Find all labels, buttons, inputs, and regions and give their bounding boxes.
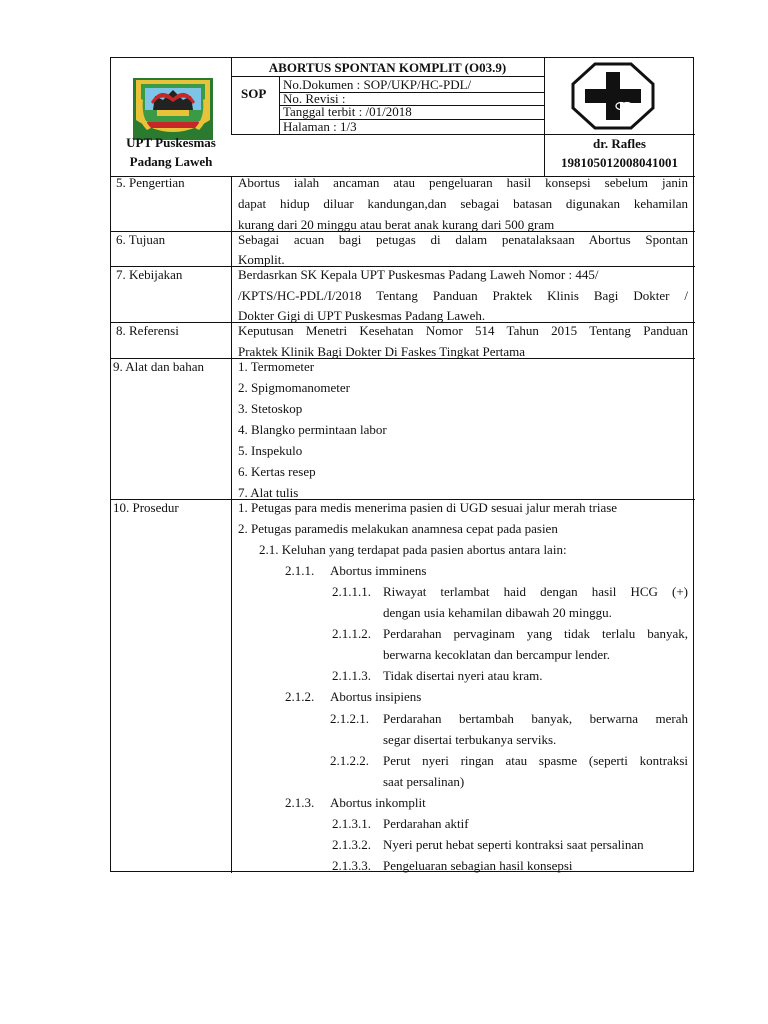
prosedur-item-num: 2.1.2.1. — [330, 711, 369, 726]
prosedur-item-line: saat persalinan) — [383, 774, 465, 789]
prosedur-subsection-title: Abortus inkomplit — [330, 795, 426, 810]
alat-item: 7. Alat tulis — [238, 485, 299, 500]
prosedur-step: 1. Petugas para medis menerima pasien di UGD sesuai jalur merah triase — [238, 500, 618, 515]
prosedur-subsection-title: Abortus insipiens — [330, 689, 422, 704]
alat-item: 5. Inspekulo — [238, 443, 303, 458]
tujuan-line: Sebagai acuan bagi petugas di dalam penatalaksaan Abortus Spontan — [238, 232, 688, 247]
prosedur-item-num: 2.1.1.2. — [332, 626, 371, 641]
tanggal-terbit: Tanggal terbit : /01/2018 — [283, 104, 412, 119]
referensi-label: 8. Referensi — [116, 323, 179, 338]
prosedur-item-line: Perdarahan pervaginam yang tidak terlalu banyak, — [383, 626, 688, 641]
prosedur-item-num: 2.1.3.3. — [332, 858, 371, 873]
kebijakan-label: 7. Kebijakan — [116, 267, 183, 282]
alat-item: 1. Termometer — [238, 359, 315, 374]
prosedur-item-line: Tidak disertai nyeri atau kram. — [383, 668, 543, 683]
alat-item: 2. Spigmomanometer — [238, 380, 350, 395]
no-revisi: No. Revisi : — [283, 91, 346, 106]
prosedur-subsection-num: 2.1.1. — [285, 563, 315, 578]
prosedur-step: 2. Petugas paramedis melakukan anamnesa cepat pada pasien — [238, 521, 558, 536]
prosedur-item-line: segar disertai terbukanya serviks. — [383, 732, 557, 747]
prosedur-item-line: Pengeluaran sebagian hasil konsepsi — [383, 858, 573, 873]
prosedur-item-num: 2.1.3.1. — [332, 816, 371, 831]
pengertian-label: 5. Pengertian — [116, 175, 185, 190]
sop-document — [110, 57, 694, 872]
kebijakan-line: /KPTS/HC-PDL/I/2018 Tentang Panduan Praktek Klinis Bagi Dokter / — [238, 288, 688, 303]
tujuan-label: 6. Tujuan — [116, 232, 166, 247]
kebijakan-line: Berdasrkan SK Kepala UPT Puskesmas Padang Laweh Nomor : 445/ — [238, 267, 599, 282]
prosedur-subsection-num: 2.1.2. — [285, 689, 315, 704]
prosedur-item-line: Perut nyeri ringan atau spasme (seperti kontraksi — [383, 753, 688, 768]
halaman: Halaman : 1/3 — [283, 119, 357, 134]
prosedur-substep: 2.1. Keluhan yang terdapat pada pasien abortus antara lain: — [259, 542, 567, 557]
prosedur-item-num: 2.1.1.1. — [332, 584, 371, 599]
signer-name: dr. Rafles — [593, 136, 646, 151]
prosedur-label: 10. Prosedur — [113, 500, 179, 515]
pengertian-line: dapat hidup diluar kandungan,dan sebagai batasan digunakan kehamilan — [238, 196, 688, 211]
referensi-line: Praktek Klinik Bagi Dokter Di Faskes Tingkat Pertama — [238, 344, 526, 359]
prosedur-item-num: 2.1.1.3. — [332, 668, 371, 683]
col-divider-left-body — [231, 176, 232, 873]
prosedur-item-num: 2.1.2.2. — [330, 753, 369, 768]
referensi-line: Keputusan Menetri Kesehatan Nomor 514 Tahun 2015 Tentang Panduan — [238, 323, 688, 338]
prosedur-item-num: 2.1.3.2. — [332, 837, 371, 852]
prosedur-item-line: Riwayat terlambat haid dengan hasil HCG (+) — [383, 584, 688, 599]
prosedur-item-line: dengan usia kehamilan dibawah 20 minggu. — [383, 605, 612, 620]
alat-label: 9. Alat dan bahan — [113, 359, 204, 374]
org-name-line1: UPT Puskesmas — [126, 135, 216, 150]
pengertian-line: kurang dari 20 minggu atau berat anak kurang dari 500 gram — [238, 217, 555, 232]
sop-label: SOP — [241, 86, 267, 101]
no-dokumen: No.Dokumen : SOP/UKP/HC-PDL/ — [283, 77, 472, 92]
pengertian-line: Abortus ialah ancaman atau pengeluaran hasil konsepsi sebelum janin — [238, 175, 688, 190]
regency-emblem-logo — [133, 78, 213, 140]
tujuan-line: Komplit. — [238, 252, 285, 267]
header-bottom-line — [231, 134, 695, 135]
prosedur-subsection-num: 2.1.3. — [285, 795, 315, 810]
signer-nip: 198105012008041001 — [561, 155, 678, 170]
document-title: ABORTUS SPONTAN KOMPLIT (O03.9) — [268, 60, 507, 75]
health-cross-logo — [571, 62, 655, 130]
alat-item: 6. Kertas resep — [238, 464, 316, 479]
prosedur-subsection-title: Abortus imminens — [330, 563, 427, 578]
kebijakan-line: Dokter Gigi di UPT Puskesmas Padang Laweh. — [238, 308, 486, 323]
prosedur-item-line: berwarna kecoklatan dan bercampur lender. — [383, 647, 611, 662]
org-name-line2: Padang Laweh — [129, 154, 213, 169]
prosedur-item-line: Perdarahan aktif — [383, 816, 469, 831]
prosedur-item-line: Nyeri perut hebat seperti kontraksi saat persalinan — [383, 837, 644, 852]
prosedur-item-line: Perdarahan bertambah banyak, berwarna merah — [383, 711, 688, 726]
alat-item: 3. Stetoskop — [238, 401, 303, 416]
alat-item: 4. Blangko permintaan labor — [238, 422, 387, 437]
